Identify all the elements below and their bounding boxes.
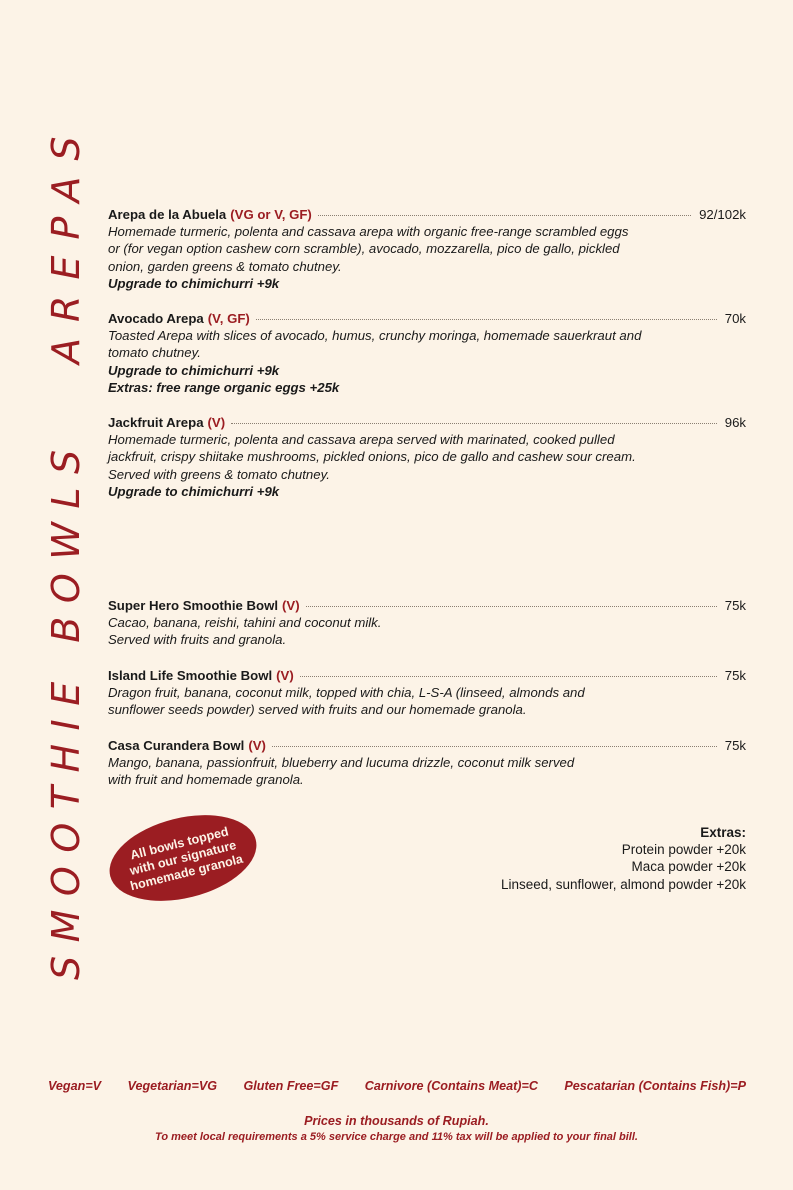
item-diet-tag: (V) [207,415,226,430]
menu-item-super-hero-smoothie-bowl [108,597,746,649]
menu-item-avocado-arepa [108,310,746,396]
item-price: 96k [724,415,746,430]
extras-item: Maca powder +20k [631,859,746,875]
legend-item-pescatarian: Pescatarian (Contains Fish)=P [564,1079,746,1093]
item-upgrade: Upgrade to chimichurri +9k [108,483,280,499]
dot-leader [272,746,717,747]
legend-item-gluten-free: Gluten Free=GF [243,1079,339,1093]
item-name: Super Hero Smoothie Bowl [108,598,278,613]
item-price: 75k [724,738,746,753]
dot-leader [231,423,717,424]
item-upgrade: Upgrade to chimichurri +9k [108,362,280,378]
menu-item-arepa-de-la-abuela [108,206,746,292]
item-price: 75k [724,668,746,683]
item-diet-tag: (V) [282,598,300,613]
legend-item-vegetarian: Vegetarian=VG [127,1079,218,1093]
extras-item: Linseed, sunflower, almond powder +20k [500,876,746,892]
item-description: Mango, banana, passionfruit, blueberry and lucuma drizzle, coconut milk served with fruit and homemade granola. [108,755,575,788]
item-name: Island Life Smoothie Bowl [108,668,273,683]
menu-item-island-life-smoothie-bowl [108,667,746,719]
item-description: Cacao, banana, reishi, tahini and coconut milk. Served with fruits and granola. [108,615,382,648]
menu-item-jackfruit-arepa [108,414,746,500]
item-extras: Extras: free range organic eggs +25k [108,379,340,395]
item-name: Casa Curandera Bowl [108,738,245,753]
section-title-arepas: AREPAS [44,120,88,364]
item-description: Dragon fruit, banana, coconut milk, topped with chia, L-S-A (linseed, almonds and sunflower seeds powder) served with fruits and our homemade granola. [108,685,585,718]
dot-leader [306,606,717,607]
item-diet-tag: (V, GF) [207,311,250,326]
item-price: 92/102k [699,207,746,222]
diet-legend [48,1079,746,1093]
prices-note: Prices in thousands of Rupiah. [304,1114,489,1128]
item-price: 70k [724,311,746,326]
item-description: Homemade turmeric, polenta and cassava arepa with organic free-range scrambled eggs or (for vegan option cashew corn scramble), avocado, mozzarella, pico de gallo, pickled onion, garden greens & tomato chutney. [108,224,629,274]
item-description: Homemade turmeric, polenta and cassava arepa served with marinated, cooked pulled jackfruit, crispy shiitake mushrooms, pickled onions, pico de gallo and cashew sour cream. Served with greens & tomato chutney. [108,432,636,482]
dot-leader [300,676,717,677]
extras-list [501,824,746,893]
item-diet-tag: (V) [248,738,266,753]
item-price: 75k [724,598,746,613]
menu-item-casa-curandera-bowl [108,737,746,789]
extras-title: Extras: [700,825,746,840]
dot-leader [318,215,691,216]
item-diet-tag: (V) [276,668,294,683]
legend-item-carnivore: Carnivore (Contains Meat)=C [364,1079,538,1093]
item-upgrade: Upgrade to chimichurri +9k [108,275,280,291]
badge-text: All bowls topped with our signature homemade granola [128,823,245,893]
dot-leader [256,319,717,320]
item-diet-tag: (VG or V, GF) [230,207,312,222]
granola-badge [101,801,266,915]
item-name: Arepa de la Abuela [108,207,227,222]
service-charge-note: To meet local requirements a 5% service charge and 11% tax will be applied to your final bill. [155,1131,638,1143]
legend-item-vegan: Vegan=V [48,1079,102,1093]
extras-item: Protein powder +20k [621,842,746,858]
section-title-smoothie-bowls: SMOOTHIE BOWLS [44,436,88,980]
item-description: Toasted Arepa with slices of avocado, humus, crunchy moringa, homemade sauerkraut and tomato chutney. [108,328,642,361]
item-name: Avocado Arepa [108,311,204,326]
item-name: Jackfruit Arepa [108,415,204,430]
